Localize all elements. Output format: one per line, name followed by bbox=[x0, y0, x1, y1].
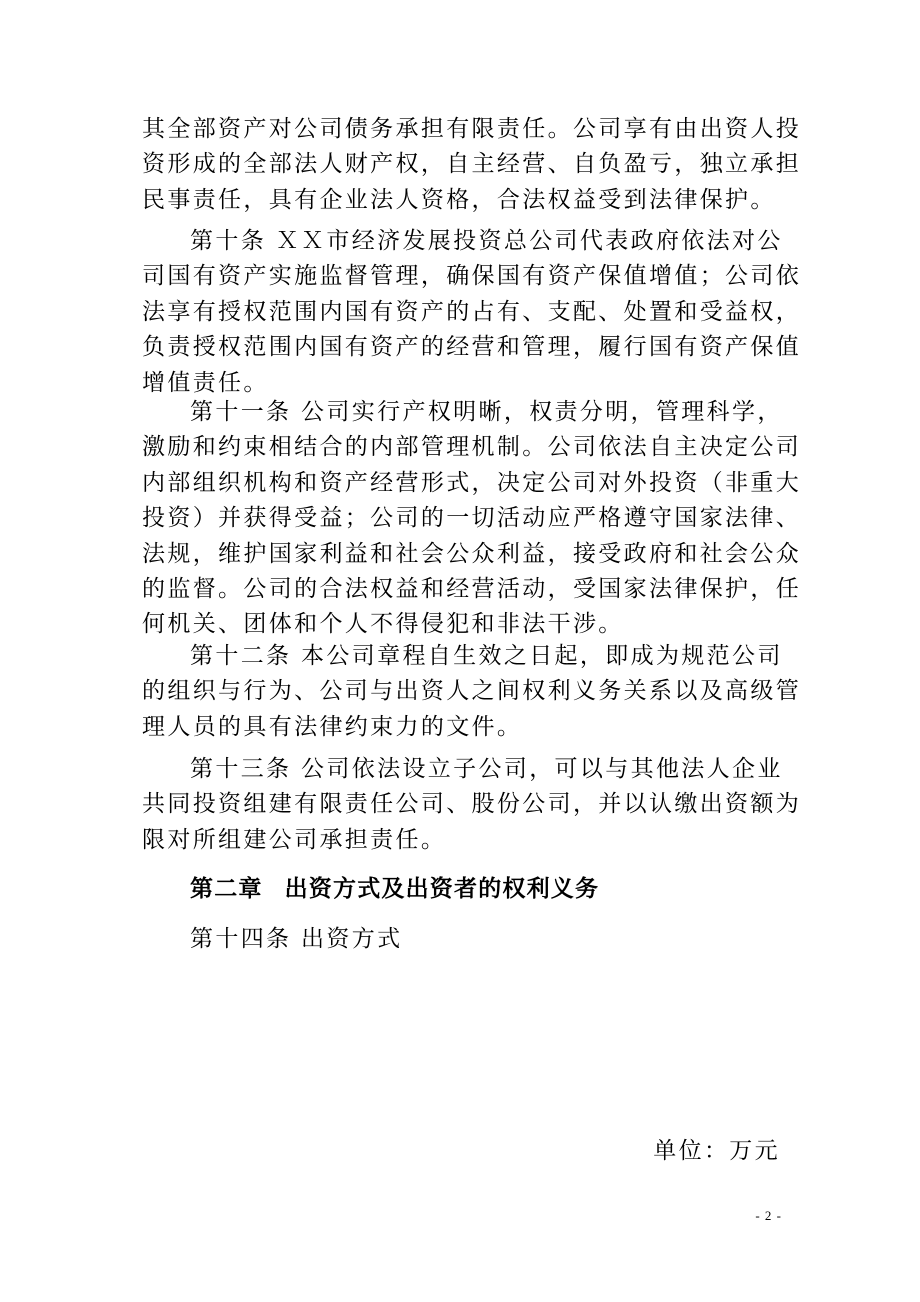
page-number: - 2 - bbox=[755, 1208, 782, 1223]
chapter-title: 出资方式及出资者的权利义务 bbox=[284, 876, 600, 902]
text-line: 理人员的具有法律约束力的文件。 bbox=[142, 713, 523, 740]
text-line: 民事责任，具有企业法人资格，合法权益受到法律保护。 bbox=[142, 186, 776, 213]
paragraph-article-11 bbox=[142, 395, 802, 643]
paragraph-article-9-continued bbox=[142, 112, 802, 218]
unit-label: 单位：万元 bbox=[653, 1138, 780, 1164]
chapter-heading bbox=[190, 870, 599, 903]
text-line: 投资）并获得受益；公司的一切活动应严格遵守国家法律、 bbox=[142, 505, 802, 532]
paragraph-article-10 bbox=[142, 224, 802, 401]
text-line: 的组织与行为、公司与出资人之间权利义务关系以及高级管 bbox=[142, 678, 802, 705]
chapter-number: 第二章 bbox=[190, 876, 263, 902]
paragraph-article-13 bbox=[142, 752, 802, 858]
text-line: 其全部资产对公司债务承担有限责任。公司享有由出资人投 bbox=[142, 116, 802, 142]
text-line: 第十三条 公司依法设立子公司，可以与其他法人企业 bbox=[190, 756, 783, 782]
text-line: 限对所组建公司承担责任。 bbox=[142, 826, 447, 853]
text-line: 激励和约束相结合的内部管理机制。公司依法自主决定公司 bbox=[142, 434, 802, 461]
text-line: 共同投资组建有限责任公司、股份公司，并以认缴出资额为 bbox=[142, 791, 802, 818]
article-14-heading: 第十四条 出资方式 bbox=[190, 926, 403, 952]
text-line: 第十二条 本公司章程自生效之日起，即成为规范公司 bbox=[190, 643, 783, 669]
paragraph-article-12 bbox=[142, 639, 802, 745]
text-line: 何机关、团体和个人不得侵犯和非法干涉。 bbox=[142, 611, 624, 638]
text-line: 第十条 ＸＸ市经济发展投资总公司代表政府依法对公 bbox=[190, 228, 783, 254]
text-line: 负责授权范围内国有资产的经营和管理，履行国有资产保值 bbox=[142, 334, 802, 361]
text-line: 内部组织机构和资产经营形式，决定公司对外投资（非重大 bbox=[142, 469, 802, 496]
text-line: 第十一条 公司实行产权明晰，权责分明，管理科学， bbox=[190, 399, 783, 425]
text-line: 司国有资产实施监督管理，确保国有资产保值增值；公司依 bbox=[142, 263, 802, 290]
text-line: 的监督。公司的合法权益和经营活动，受国家法律保护，任 bbox=[142, 576, 802, 603]
text-line: 法规，维护国家利益和社会公众利益，接受政府和社会公众 bbox=[142, 540, 802, 567]
text-line: 法享有授权范围内国有资产的占有、支配、处置和受益权， bbox=[142, 298, 802, 325]
text-line: 增值责任。 bbox=[142, 369, 269, 396]
text-line: 资形成的全部法人财产权，自主经营、自负盈亏，独立承担 bbox=[142, 151, 802, 178]
